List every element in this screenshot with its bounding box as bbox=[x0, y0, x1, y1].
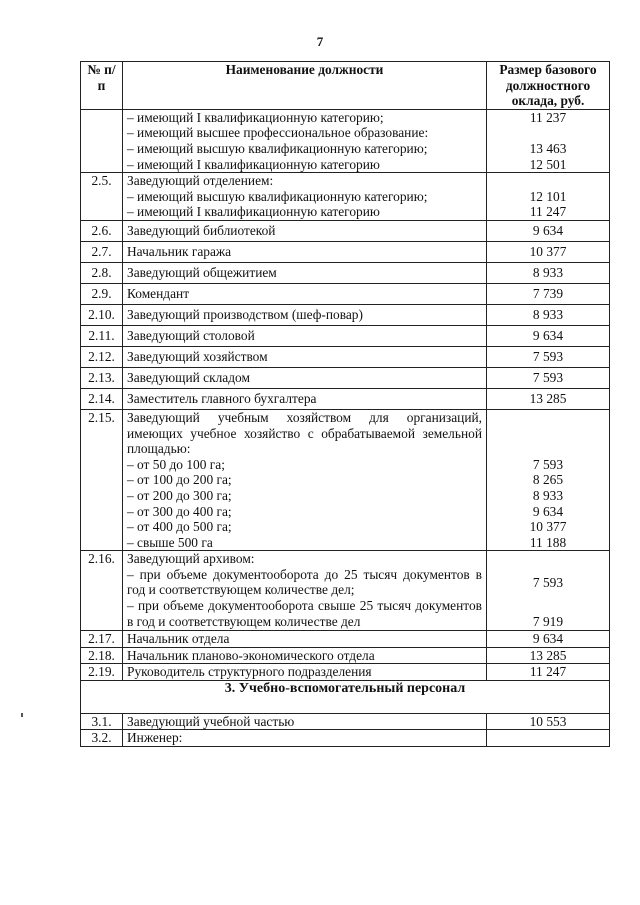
page-number: 7 bbox=[316, 34, 324, 49]
row-number: 3.2. bbox=[81, 730, 123, 747]
header-base-salary: Размер базового должностного оклада, руб. bbox=[487, 62, 610, 110]
table-row bbox=[81, 262, 610, 283]
salary-spacer bbox=[491, 551, 605, 567]
salary-value: 7 739 bbox=[487, 283, 610, 304]
table-row bbox=[81, 220, 610, 241]
row-number: 2.12. bbox=[81, 346, 123, 367]
salary-line: 13 463 bbox=[529, 140, 567, 156]
position-name bbox=[123, 409, 487, 550]
row-number: 2.10. bbox=[81, 304, 123, 325]
position-line: – от 200 до 300 га; bbox=[127, 487, 232, 503]
position-intro: Заведующий учебным хозяйством для организаций, имеющих учебное хозяйство с обрабатываемой земельной площадью: bbox=[127, 409, 482, 457]
table-row bbox=[81, 388, 610, 409]
salary-value: 8 933 bbox=[487, 304, 610, 325]
row-number: 2.9. bbox=[81, 283, 123, 304]
salary-line: 7 919 bbox=[532, 614, 564, 630]
row-number: 2.18. bbox=[81, 647, 123, 664]
salary-value bbox=[487, 173, 610, 221]
position-name: Заведующий библиотекой bbox=[123, 220, 487, 241]
table-row bbox=[81, 730, 610, 747]
position-line: – от 100 до 200 га; bbox=[127, 472, 232, 488]
salary-value bbox=[487, 551, 610, 631]
position-name: Начальник отдела bbox=[123, 631, 487, 648]
salary-spacer bbox=[491, 410, 605, 426]
position-paragraph: – при объеме документооборота до 25 тысяч документов в год и соответствующем количестве дел; bbox=[127, 566, 482, 598]
table-row bbox=[81, 664, 610, 681]
position-name: Заведующий производством (шеф-повар) bbox=[123, 304, 487, 325]
salary-line: 7 593 bbox=[532, 574, 564, 590]
table-row bbox=[81, 367, 610, 388]
position-name bbox=[123, 109, 487, 172]
position-line: – имеющий высшую квалификационную категорию; bbox=[127, 188, 428, 204]
salary-value: 9 634 bbox=[487, 631, 610, 648]
position-name: Заместитель главного бухгалтера bbox=[123, 388, 487, 409]
salary-value bbox=[487, 409, 610, 550]
row-number: 2.16. bbox=[81, 551, 123, 631]
table-row bbox=[81, 304, 610, 325]
salary-value bbox=[487, 730, 610, 747]
salary-line: 11 247 bbox=[529, 204, 567, 220]
row-number: 2.19. bbox=[81, 664, 123, 681]
table-row bbox=[81, 173, 610, 221]
position-line: – от 50 до 100 га; bbox=[127, 456, 225, 472]
position-name: Начальник гаража bbox=[123, 241, 487, 262]
position-name: Инженер: bbox=[123, 730, 487, 747]
salary-value: 10 553 bbox=[487, 713, 610, 730]
position-line: – имеющий I квалификационную категорию; bbox=[127, 109, 384, 125]
section-row bbox=[81, 680, 610, 713]
table-row bbox=[81, 647, 610, 664]
position-name bbox=[123, 173, 487, 221]
scan-mark bbox=[21, 713, 23, 717]
position-name: Заведующий общежитием bbox=[123, 262, 487, 283]
position-line: – имеющий высшую квалификационную категорию; bbox=[127, 140, 428, 156]
row-number: 2.14. bbox=[81, 388, 123, 409]
table-row bbox=[81, 409, 610, 550]
position-line: – имеющий I квалификационную категорию bbox=[127, 156, 380, 172]
table-row bbox=[81, 325, 610, 346]
row-number: 2.11. bbox=[81, 325, 123, 346]
salary-spacer bbox=[491, 173, 605, 189]
salary-line: 11 188 bbox=[529, 534, 567, 550]
section-title: 3. Учебно-вспомогательный персонал bbox=[81, 680, 610, 713]
salary-value: 7 593 bbox=[487, 346, 610, 367]
position-name: Заведующий учебной частью bbox=[123, 713, 487, 730]
salary-value bbox=[487, 109, 610, 172]
salary-value: 9 634 bbox=[487, 325, 610, 346]
position-name: Руководитель структурного подразделения bbox=[123, 664, 487, 681]
salary-table bbox=[80, 61, 610, 747]
row-number: 2.6. bbox=[81, 220, 123, 241]
salary-line: 10 377 bbox=[529, 519, 567, 535]
salary-value: 11 247 bbox=[487, 664, 610, 681]
salary-line: 12 101 bbox=[529, 188, 567, 204]
row-number bbox=[81, 109, 123, 172]
salary-value: 8 933 bbox=[487, 262, 610, 283]
position-line: – от 300 до 400 га; bbox=[127, 503, 232, 519]
salary-value: 9 634 bbox=[487, 220, 610, 241]
row-number: 2.7. bbox=[81, 241, 123, 262]
salary-spacer bbox=[491, 426, 605, 442]
salary-spacer bbox=[491, 125, 605, 141]
position-name: Заведующий хозяйством bbox=[123, 346, 487, 367]
position-name bbox=[123, 551, 487, 631]
row-number: 2.13. bbox=[81, 367, 123, 388]
position-paragraph: – при объеме документооборота свыше 25 тысяч документов в год и соответствующем количестве дел bbox=[127, 598, 482, 629]
position-line: – имеющий высшее профессиональное образование: bbox=[127, 125, 429, 141]
table-row bbox=[81, 109, 610, 172]
position-name: Заведующий складом bbox=[123, 367, 487, 388]
salary-value: 13 285 bbox=[487, 388, 610, 409]
salary-line: 12 501 bbox=[529, 156, 567, 172]
header-number: № п/п bbox=[81, 62, 123, 110]
table-row bbox=[81, 713, 610, 730]
table-row bbox=[81, 346, 610, 367]
row-number: 2.15. bbox=[81, 409, 123, 550]
position-line: – свыше 500 га bbox=[127, 534, 213, 550]
table-row bbox=[81, 241, 610, 262]
table-row bbox=[81, 551, 610, 631]
header-position-name: Наименование должности bbox=[123, 62, 487, 110]
table-row bbox=[81, 631, 610, 648]
salary-value: 7 593 bbox=[487, 367, 610, 388]
position-line: Заведующий отделением: bbox=[127, 173, 274, 189]
row-number: 2.8. bbox=[81, 262, 123, 283]
position-name: Начальник планово-экономического отдела bbox=[123, 647, 487, 664]
table-row bbox=[81, 283, 610, 304]
salary-line: 7 593 bbox=[532, 456, 564, 472]
salary-spacer bbox=[491, 441, 605, 457]
position-line: – от 400 до 500 га; bbox=[127, 519, 232, 535]
position-name: Заведующий столовой bbox=[123, 325, 487, 346]
row-number: 3.1. bbox=[81, 713, 123, 730]
salary-line: 8 265 bbox=[532, 472, 564, 488]
salary-value: 10 377 bbox=[487, 241, 610, 262]
salary-line: 8 933 bbox=[532, 487, 564, 503]
table-header-row bbox=[81, 62, 610, 110]
salary-line: 9 634 bbox=[532, 503, 564, 519]
position-intro: Заведующий архивом: bbox=[127, 551, 255, 567]
salary-line: 11 237 bbox=[529, 109, 567, 125]
salary-value: 13 285 bbox=[487, 647, 610, 664]
position-name: Комендант bbox=[123, 283, 487, 304]
position-line: – имеющий I квалификационную категорию bbox=[127, 204, 380, 220]
row-number: 2.17. bbox=[81, 631, 123, 648]
row-number: 2.5. bbox=[81, 173, 123, 221]
